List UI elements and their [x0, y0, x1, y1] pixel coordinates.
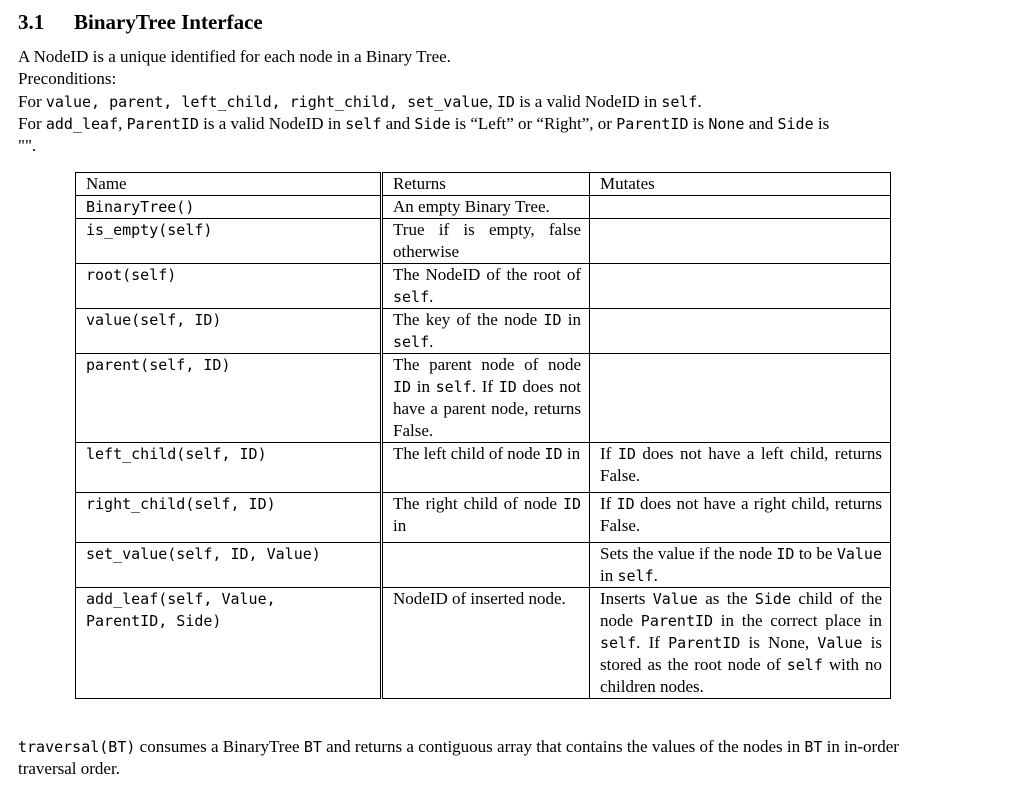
precondition-line-3: "". — [18, 136, 37, 155]
code-segment: ID — [496, 93, 515, 111]
text-segment: . — [653, 566, 658, 585]
text-segment: in — [600, 566, 618, 585]
text-segment: The right child of node — [393, 494, 563, 513]
method-mutates — [590, 443, 891, 493]
text-segment: in — [562, 444, 581, 463]
section-title: BinaryTree Interface — [74, 10, 263, 34]
code-segment: ID — [543, 311, 562, 329]
text-segment: is stored as the root node of — [600, 633, 882, 674]
text-segment: . If — [471, 377, 499, 396]
header-mutates: Mutates — [590, 173, 891, 196]
text-segment: does not have a left child, returns False. — [600, 444, 882, 485]
text-segment: does not have a right child, returns False. — [600, 494, 882, 535]
text-segment: and — [381, 114, 415, 133]
code-segment: ID — [544, 445, 563, 463]
code-segment: self — [786, 656, 823, 674]
table-row — [76, 264, 891, 309]
method-name-line: ParentID, Side) — [86, 612, 222, 630]
method-returns — [382, 443, 590, 493]
table-row — [76, 493, 891, 543]
text-segment: and returns a contiguous array that contains the values of the nodes in — [321, 737, 801, 756]
text-segment: in — [561, 310, 581, 329]
method-name — [76, 588, 382, 699]
text-segment: The left child of node — [393, 444, 545, 463]
method-name: BinaryTree() — [76, 196, 382, 219]
intro-line-1: A NodeID is a unique identified for each node in a Binary Tree. — [18, 47, 451, 66]
text-segment: . — [429, 332, 434, 351]
method-returns: NodeID of inserted node. — [382, 588, 590, 699]
text-segment: to be — [794, 544, 837, 563]
method-mutates — [590, 493, 891, 543]
traversal-description — [18, 736, 958, 780]
table-row — [76, 196, 891, 219]
text-segment: . — [429, 287, 434, 306]
code-segment: ID — [562, 495, 581, 513]
code-segment: self — [661, 93, 698, 111]
text-segment: . If — [636, 633, 669, 652]
text-segment: The NodeID of the root of — [393, 265, 581, 284]
interface-table — [75, 172, 891, 699]
code-segment: self — [617, 567, 654, 585]
code-segment: Side — [754, 590, 791, 608]
text-segment: in the correct place in — [713, 611, 883, 630]
code-segment: ParentID — [616, 115, 689, 133]
method-mutates — [590, 543, 891, 588]
code-segment: self — [393, 288, 430, 306]
code-segment: ParentID — [126, 115, 199, 133]
method-mutates — [590, 264, 891, 309]
preconditions-label: Preconditions: — [18, 69, 117, 88]
text-segment: is — [813, 114, 830, 133]
table-row — [76, 543, 891, 588]
text-segment: with no children nodes. — [600, 655, 882, 696]
method-returns — [382, 264, 590, 309]
text-segment: Inserts — [600, 589, 653, 608]
text-segment: is — [688, 114, 709, 133]
text-segment: The parent node of node — [393, 355, 581, 374]
method-mutates — [590, 219, 891, 264]
method-name: is_empty(self) — [76, 219, 382, 264]
method-returns — [382, 543, 590, 588]
text-segment: as the — [697, 589, 755, 608]
code-segment: BT — [804, 738, 823, 756]
table-header-row — [76, 173, 891, 196]
table-row — [76, 443, 891, 493]
code-segment: Side — [777, 115, 814, 133]
text-segment: is a valid NodeID in — [198, 114, 346, 133]
code-segment: BT — [303, 738, 322, 756]
code-segment: self — [345, 115, 382, 133]
text-segment: . — [697, 92, 702, 111]
method-name: value(self, ID) — [76, 309, 382, 354]
code-segment: ID — [776, 545, 795, 563]
text-segment: If — [600, 444, 618, 463]
code-segment: ID — [616, 495, 635, 513]
code-segment: Value — [817, 634, 863, 652]
code-segment: ParentID — [640, 612, 714, 630]
text-segment: in in-order traversal order. — [18, 737, 899, 778]
code-segment: value, parent, left_child, right_child, set_value — [45, 93, 489, 111]
code-segment: None — [708, 115, 745, 133]
code-segment: ID — [617, 445, 636, 463]
text-segment: , — [118, 114, 127, 133]
code-segment: self — [600, 634, 637, 652]
method-returns: True if is empty, false otherwise — [382, 219, 590, 264]
code-segment: self — [393, 333, 430, 351]
text-segment: consumes a BinaryTree — [135, 737, 304, 756]
header-returns: Returns — [382, 173, 590, 196]
method-name: right_child(self, ID) — [76, 493, 382, 543]
code-segment: ParentID — [668, 634, 741, 652]
code-segment: self — [435, 378, 472, 396]
method-name: set_value(self, ID, Value) — [76, 543, 382, 588]
method-returns — [382, 354, 590, 443]
section-number: 3.1 — [18, 10, 45, 34]
text-segment: child of the node — [600, 589, 882, 630]
text-segment: does not have a parent node, returns False. — [393, 377, 581, 440]
text-segment: is a valid NodeID in — [514, 92, 662, 111]
text-segment: For — [18, 92, 46, 111]
method-returns — [382, 309, 590, 354]
method-name: parent(self, ID) — [76, 354, 382, 443]
text-segment: in — [393, 516, 407, 535]
method-mutates — [590, 196, 891, 219]
section-heading — [18, 8, 263, 36]
method-name: root(self) — [76, 264, 382, 309]
table-row — [76, 219, 891, 264]
precondition-line-1 — [18, 91, 702, 113]
method-returns: An empty Binary Tree. — [382, 196, 590, 219]
text-segment: For — [18, 114, 46, 133]
code-segment: ID — [498, 378, 517, 396]
header-name: Name — [76, 173, 382, 196]
method-mutates — [590, 354, 891, 443]
method-name: left_child(self, ID) — [76, 443, 382, 493]
text-segment: is None, — [740, 633, 818, 652]
text-segment: in — [411, 377, 436, 396]
method-returns — [382, 493, 590, 543]
table-row — [76, 354, 891, 443]
method-mutates — [590, 309, 891, 354]
text-segment: If — [600, 494, 617, 513]
code-segment: traversal(BT) — [18, 738, 136, 756]
precondition-line-2 — [18, 113, 829, 135]
code-segment: Side — [414, 115, 451, 133]
code-segment: Value — [836, 545, 882, 563]
text-segment: The key of the node — [393, 310, 544, 329]
text-segment: and — [744, 114, 778, 133]
code-segment: Value — [652, 590, 698, 608]
code-segment: ID — [393, 378, 412, 396]
table-row — [76, 309, 891, 354]
table-row — [76, 588, 891, 699]
method-name-line: add_leaf(self, Value, — [86, 590, 276, 608]
code-segment: add_leaf — [45, 115, 119, 133]
method-mutates — [590, 588, 891, 699]
text-segment: , — [488, 92, 497, 111]
text-segment: is “Left” or “Right”, or — [450, 114, 617, 133]
text-segment: Sets the value if the node — [600, 544, 777, 563]
